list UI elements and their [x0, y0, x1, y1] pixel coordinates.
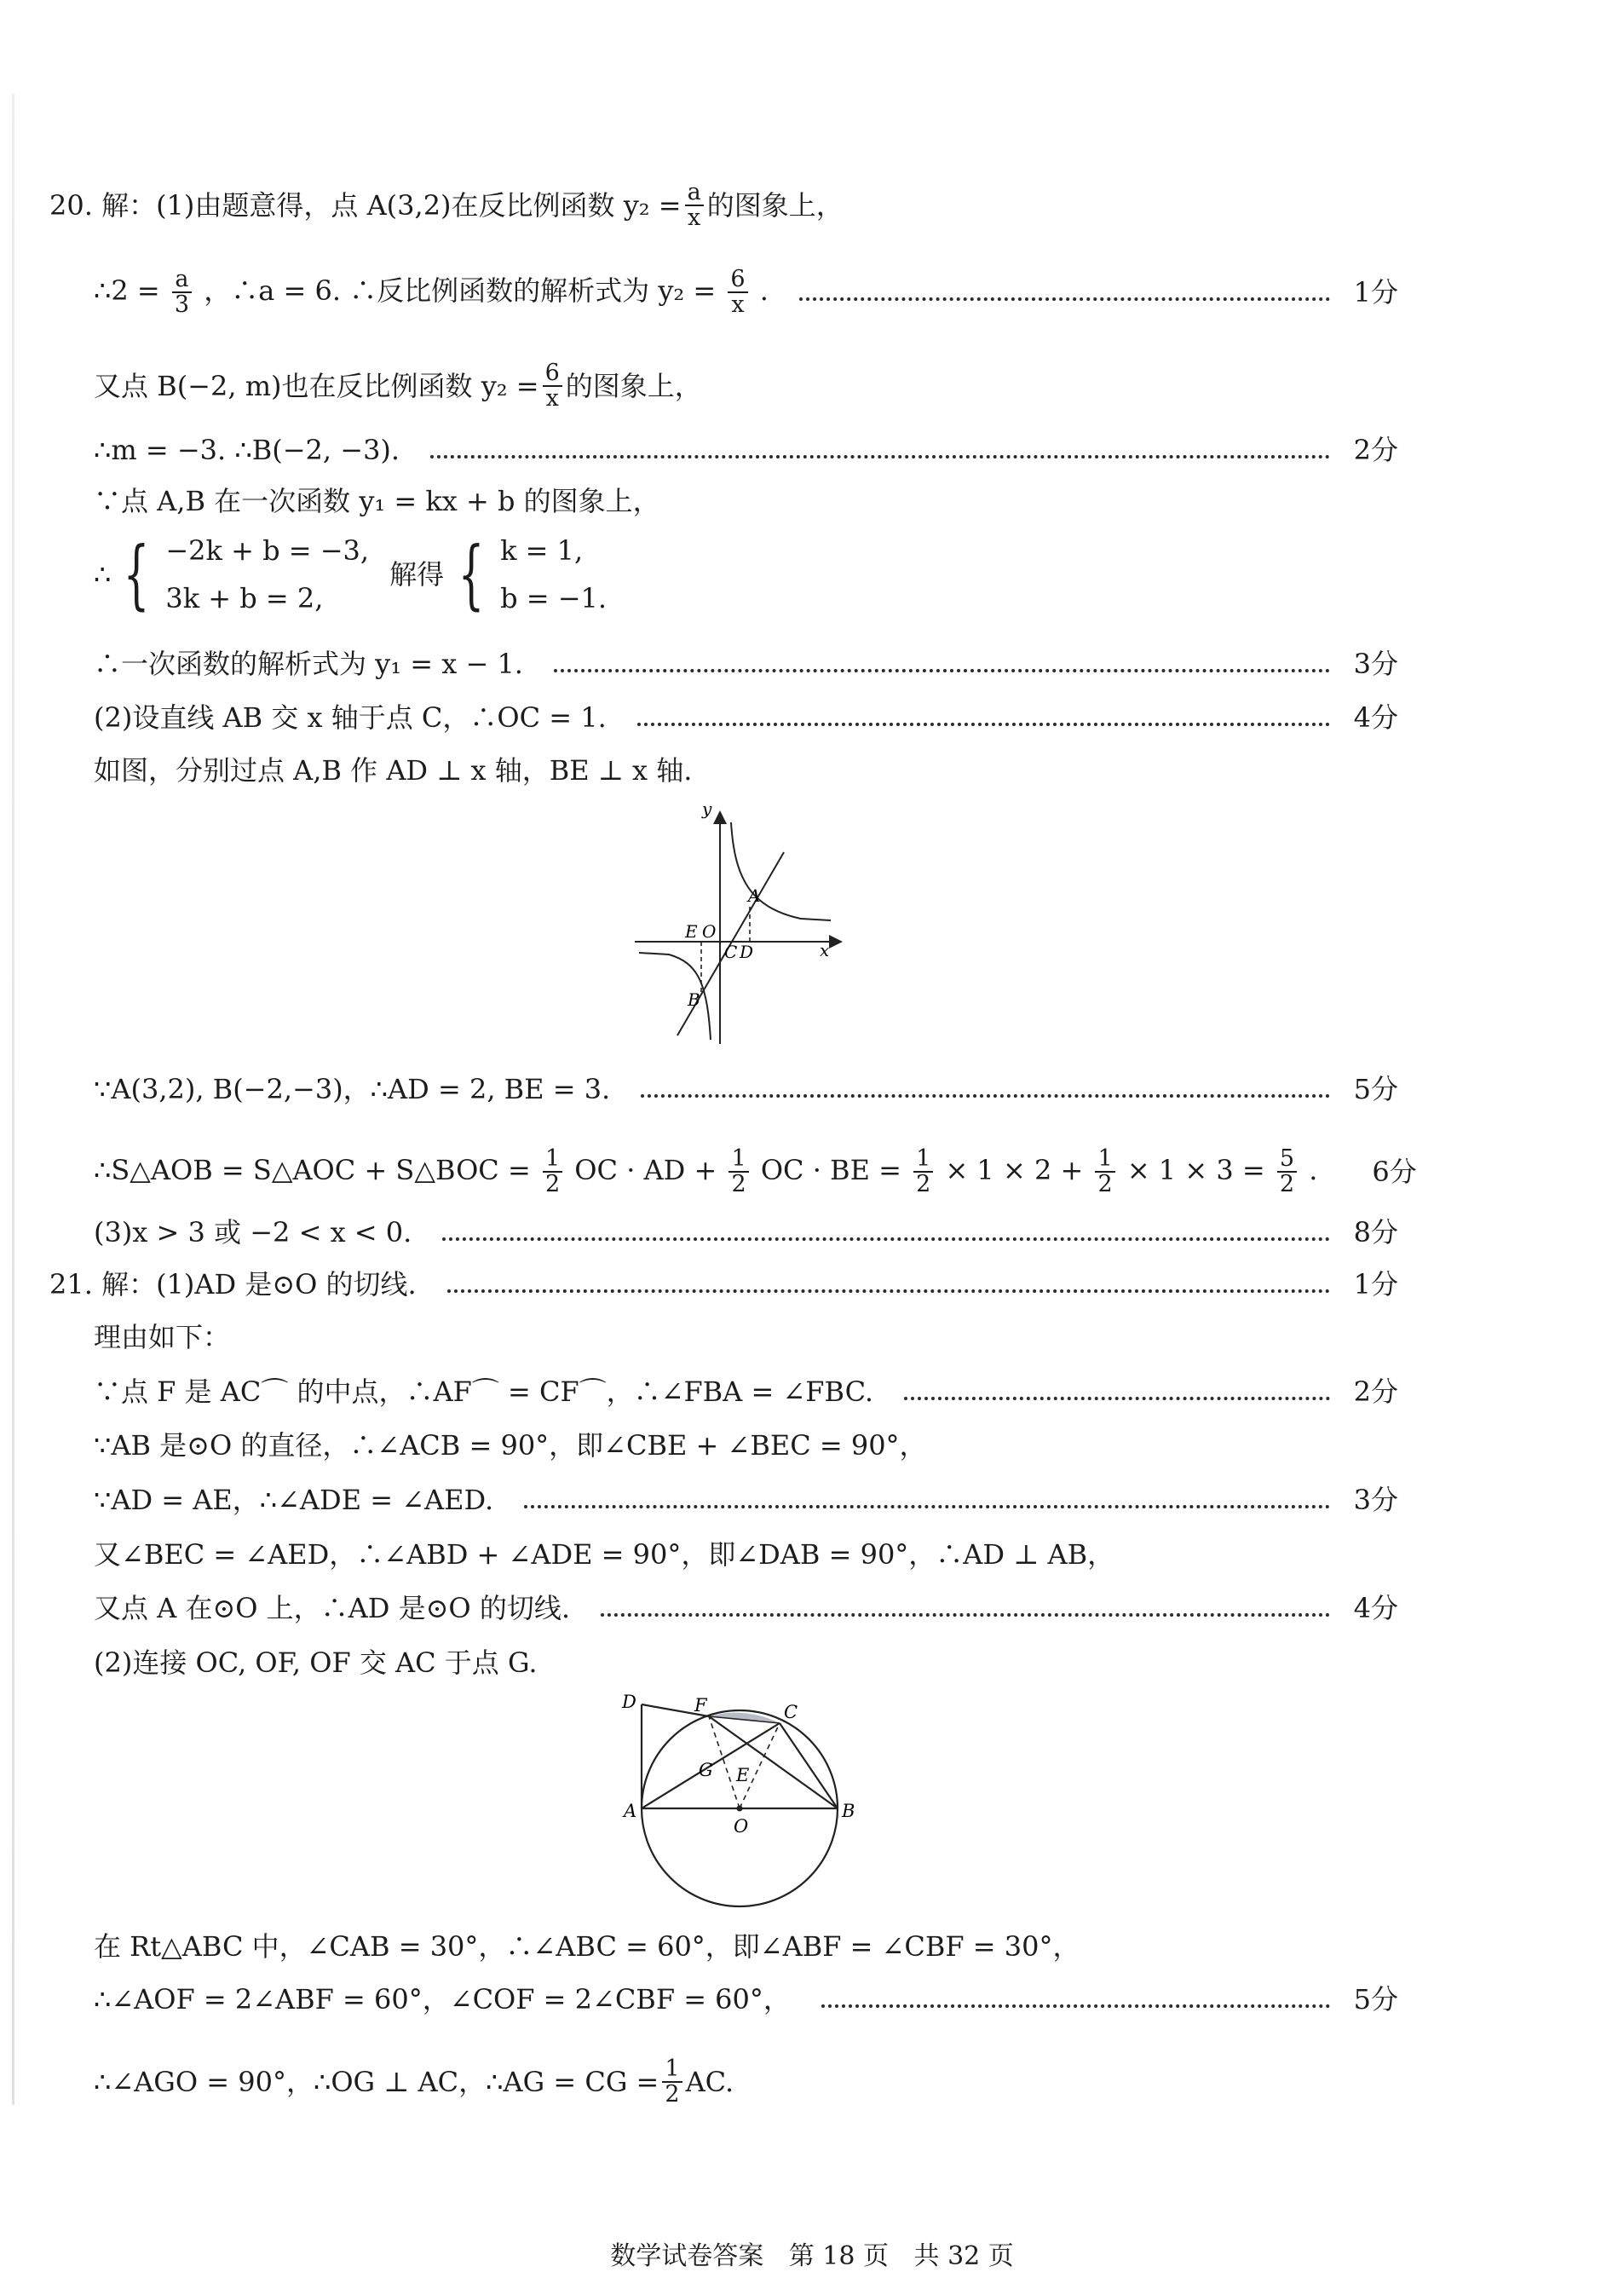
q21-line-10: ∴∠AOF = 2∠ABF = 60°，∠COF = 2∠CBF = 60°， 5分 [94, 1983, 1398, 2015]
system-of-equations: { −2k + b = −3, 3k + b = 2, [123, 530, 370, 619]
dot-leader [447, 1289, 1330, 1293]
q21-line-1: 21. 解：(1)AD 是⊙O 的切线. 1分 [49, 1268, 1398, 1300]
dot-leader [637, 723, 1330, 726]
dot-leader [554, 669, 1330, 672]
q20-line-2: ∴2 = $\frac{a}{3}$ ，∴a = 6. ∴反比例函数的解析式为 y₂ = $\frac{6}{x}$ . 1分 [94, 266, 1398, 319]
figure-circle-geometry [613, 1681, 869, 1911]
dot-leader [601, 1613, 1330, 1617]
label-D: D [740, 942, 754, 962]
q20-line-9: 如图，分别过点 A,B 作 AD ⊥ x 轴，BE ⊥ x 轴. [94, 754, 693, 787]
fraction: $\frac{1}{2}$ [913, 1147, 933, 1197]
fraction: $\frac{1}{2}$ [728, 1147, 748, 1197]
score: 2分 [1353, 1375, 1398, 1408]
q21-line-3: ∵点 F 是 AC⌒ 的中点，∴AF⌒ = CF⌒，∴∠FBA = ∠FBC. 2分 [94, 1375, 1398, 1408]
q21-line-6: 又∠BEC = ∠AED，∴∠ABD + ∠ADE = 90°，即∠DAB = 90°，∴AD ⊥ AB， [94, 1538, 1115, 1571]
dot-leader [821, 2004, 1330, 2008]
q20-line-1: 20. 解：(1)由题意得，点 A(3,2)在反比例函数 y₂ = $\frac{a}{x}$ 的图象上， [49, 179, 844, 232]
label-B: B [688, 989, 700, 1010]
label-x: x [820, 940, 830, 960]
q20-line-4: ∴m = −3. ∴B(−2, −3). 2分 [94, 434, 1398, 466]
q21-line-4: ∵AB 是⊙O 的直径，∴∠ACB = 90°，即∠CBE + ∠BEC = 90°， [94, 1429, 927, 1462]
dot-leader [799, 297, 1330, 301]
q21-line-2: 理由如下： [94, 1321, 231, 1353]
label-B: B [842, 1801, 855, 1821]
chord-CB [780, 1723, 838, 1808]
q20-equation-system: ∴ { −2k + b = −3, 3k + b = 2, 解得 { k = 1, b = −1. [94, 530, 608, 619]
q20-line-3: 又点 B(−2, m)也在反比例函数 y₂ = $\frac{6}{x}$ 的图象上， [94, 360, 702, 412]
q20-line-7: ∴一次函数的解析式为 y₁ = x − 1. 3分 [94, 648, 1398, 680]
label-y: y [702, 801, 712, 819]
score: 5分 [1353, 1983, 1398, 2015]
dot-leader [904, 1397, 1330, 1400]
label-C: C [784, 1702, 798, 1722]
page-footer [0, 2235, 1624, 2272]
figure-coordinate-graph [631, 801, 852, 1048]
fraction: $\frac{a}{x}$ [685, 181, 704, 231]
dot-leader [430, 455, 1330, 458]
label-F: F [694, 1695, 707, 1716]
q21-line-7: 又点 A 在⊙O 上，∴AD 是⊙O 的切线. 4分 [94, 1592, 1398, 1624]
score: 2分 [1353, 434, 1398, 466]
q20-line-12: (3)x > 3 或 −2 < x < 0. 8分 [94, 1216, 1398, 1248]
solution-system: { k = 1, b = −1. [458, 530, 608, 619]
footer-subject: 数学试卷答案 [610, 2241, 764, 2271]
q20-line-8: (2)设直线 AB 交 x 轴于点 C，∴OC = 1. 4分 [94, 701, 1398, 734]
dot-leader [524, 1505, 1329, 1508]
label-A: A [624, 1801, 637, 1821]
chord-FB [709, 1716, 838, 1808]
dot-leader [641, 1094, 1329, 1098]
fraction: $\frac{6}{x}$ [728, 268, 747, 318]
fraction: $\frac{5}{2}$ [1277, 1147, 1297, 1197]
label-E: E [685, 921, 698, 942]
label-C: C [724, 942, 738, 962]
score: 3分 [1353, 648, 1398, 680]
score: 3分 [1353, 1484, 1398, 1516]
segment-OF [709, 1716, 740, 1808]
q21-line-11: ∴∠AGO = 90°，∴OG ⊥ AC，∴AG = CG = $\frac{1}{2}$ AC. [94, 2056, 734, 2108]
label-E: E [736, 1765, 750, 1785]
label-D: D [622, 1692, 636, 1712]
footer-total: 共 32 页 [913, 2241, 1014, 2271]
score: 8分 [1353, 1216, 1398, 1248]
footer-page: 第 18 页 [788, 2241, 889, 2271]
score: 4分 [1353, 1592, 1398, 1624]
q20-line-10: ∵A(3,2), B(−2,−3)，∴AD = 2, BE = 3. 5分 [94, 1073, 1398, 1105]
fraction: $\frac{1}{2}$ [662, 2057, 682, 2108]
fraction: $\frac{6}{x}$ [543, 361, 562, 412]
q21-line-8: (2)连接 OC, OF, OF 交 AC 于点 G. [94, 1646, 538, 1679]
dot-leader [442, 1237, 1329, 1241]
fraction: $\frac{a}{3}$ [172, 268, 192, 318]
hyperbola-branch-1 [731, 822, 831, 920]
fraction: $\frac{1}{2}$ [1095, 1147, 1114, 1197]
score: 1分 [1353, 1268, 1398, 1300]
score: 6分 [1372, 1156, 1417, 1189]
fraction: $\frac{1}{2}$ [543, 1147, 562, 1197]
q21-line-9: 在 Rt△ABC 中，∠CAB = 30°，∴∠ABC = 60°，即∠ABF = ∠CBF = 30°， [94, 1930, 1080, 1963]
score: 4分 [1353, 701, 1398, 734]
q21-line-5: ∵AD = AE，∴∠ADE = ∠AED. 3分 [94, 1484, 1398, 1516]
q20-line-5: ∵点 A,B 在一次函数 y₁ = kx + b 的图象上， [94, 485, 660, 517]
label-G: G [699, 1760, 713, 1780]
q20-line-11: ∴S△AOB = S△AOC + S△BOC = $\frac{1}{2}$ OC · AD + $\frac{1}{2}$ OC · BE = $\frac{1}{2}$ × 1 × 2 + $\frac{1}{2}$ × 1 × 3 = $\frac{5}{2}$ . 6分 [94, 1145, 1417, 1198]
label-O: O [702, 921, 717, 942]
score: 1分 [1353, 276, 1398, 309]
label-A: A [748, 885, 761, 906]
label-O: O [734, 1816, 749, 1837]
score: 5分 [1353, 1073, 1398, 1105]
center-point [737, 1806, 743, 1812]
